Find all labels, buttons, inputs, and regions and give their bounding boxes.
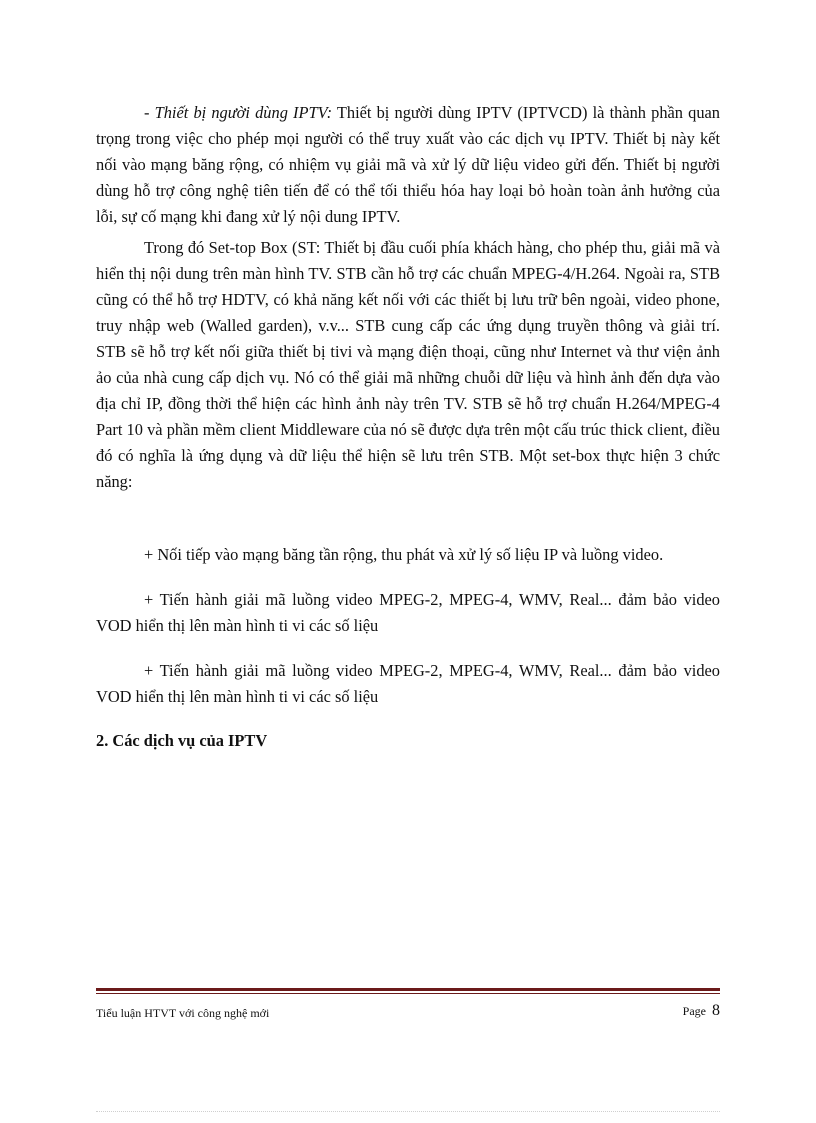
paragraph-iptv-device — [96, 100, 720, 230]
list-item-function-3: + Tiến hành giải mã luồng video MPEG-2, MPEG-4, WMV, Real... đảm bảo video VOD hiển thị lên màn hình ti vi các số liệu — [96, 661, 720, 706]
section-heading: 2. Các dịch vụ của IPTV — [96, 731, 268, 750]
page-bottom-edge — [96, 1111, 720, 1112]
list-item-function-2: + Tiến hành giải mã luồng video MPEG-2, MPEG-4, WMV, Real... đảm bảo video VOD hiển thị lên màn hình ti vi các số liệu — [96, 590, 720, 635]
footer-rule-thin — [96, 993, 720, 994]
footer-rule-thick — [96, 988, 720, 991]
footer-page-indicator — [683, 1002, 720, 1020]
page-number: 8 — [712, 1002, 720, 1019]
list-item-function-1: + Nối tiếp vào mạng băng tần rộng, thu phát và xử lý số liệu IP và luồng video. — [144, 545, 664, 564]
paragraph-text: Thiết bị người dùng IPTV (IPTVCD) là thành phần quan trọng trong việc cho phép mọi người có thể truy xuất vào các dịch vụ IPTV. Thiết bị này kết nối vào mạng băng rộng, có nhiệm vụ giải mã và xử lý dữ liệu video gửi đến. Thiết bị người dùng hỗ trợ công nghệ tiên tiến để có thể tối thiểu hóa hay loại bỏ hoàn toàn ảnh hưởng của lỗi, sự cố mạng khi đang xử lý nội dung IPTV. — [96, 103, 720, 226]
paragraph-set-top-box: Trong đó Set-top Box (ST: Thiết bị đầu cuối phía khách hàng, cho phép thu, giải mã và hiển thị nội dung trên màn hình TV. STB cần hỗ trợ các chuẩn MPEG-4/H.264. Ngoài ra, STB cũng có thể hỗ trợ HDTV, có khả năng kết nối với các thiết bị lưu trữ bên ngoài, video phone, truy nhập web (Walled garden), v.v... STB cung cấp các ứng dụng truyền thông và giải trí. STB sẽ hỗ trợ kết nối giữa thiết bị tivi và mạng điện thoại, cũng như Internet và thư viện ảnh ảo của nhà cung cấp dịch vụ. Nó có thể giải mã những chuỗi dữ liệu và hình ảnh đến dựa vào địa chỉ IP, đồng thời thể hiện các hình ảnh này trên TV. STB sẽ hỗ trợ chuẩn H.264/MPEG-4 Part 10 và phần mềm client Middleware của nó sẽ được dựa trên một cấu trúc thick client, điều đó có nghĩa là ứng dụng và dữ liệu thể hiện sẽ lưu trên STB. Một set-box thực hiện 3 chức năng: — [96, 238, 720, 491]
footer-title: Tiểu luận HTVT với công nghệ mới — [96, 1006, 270, 1020]
page-label: Page — [682, 1004, 706, 1018]
paragraph-lead: - Thiết bị người dùng IPTV: — [144, 103, 333, 122]
